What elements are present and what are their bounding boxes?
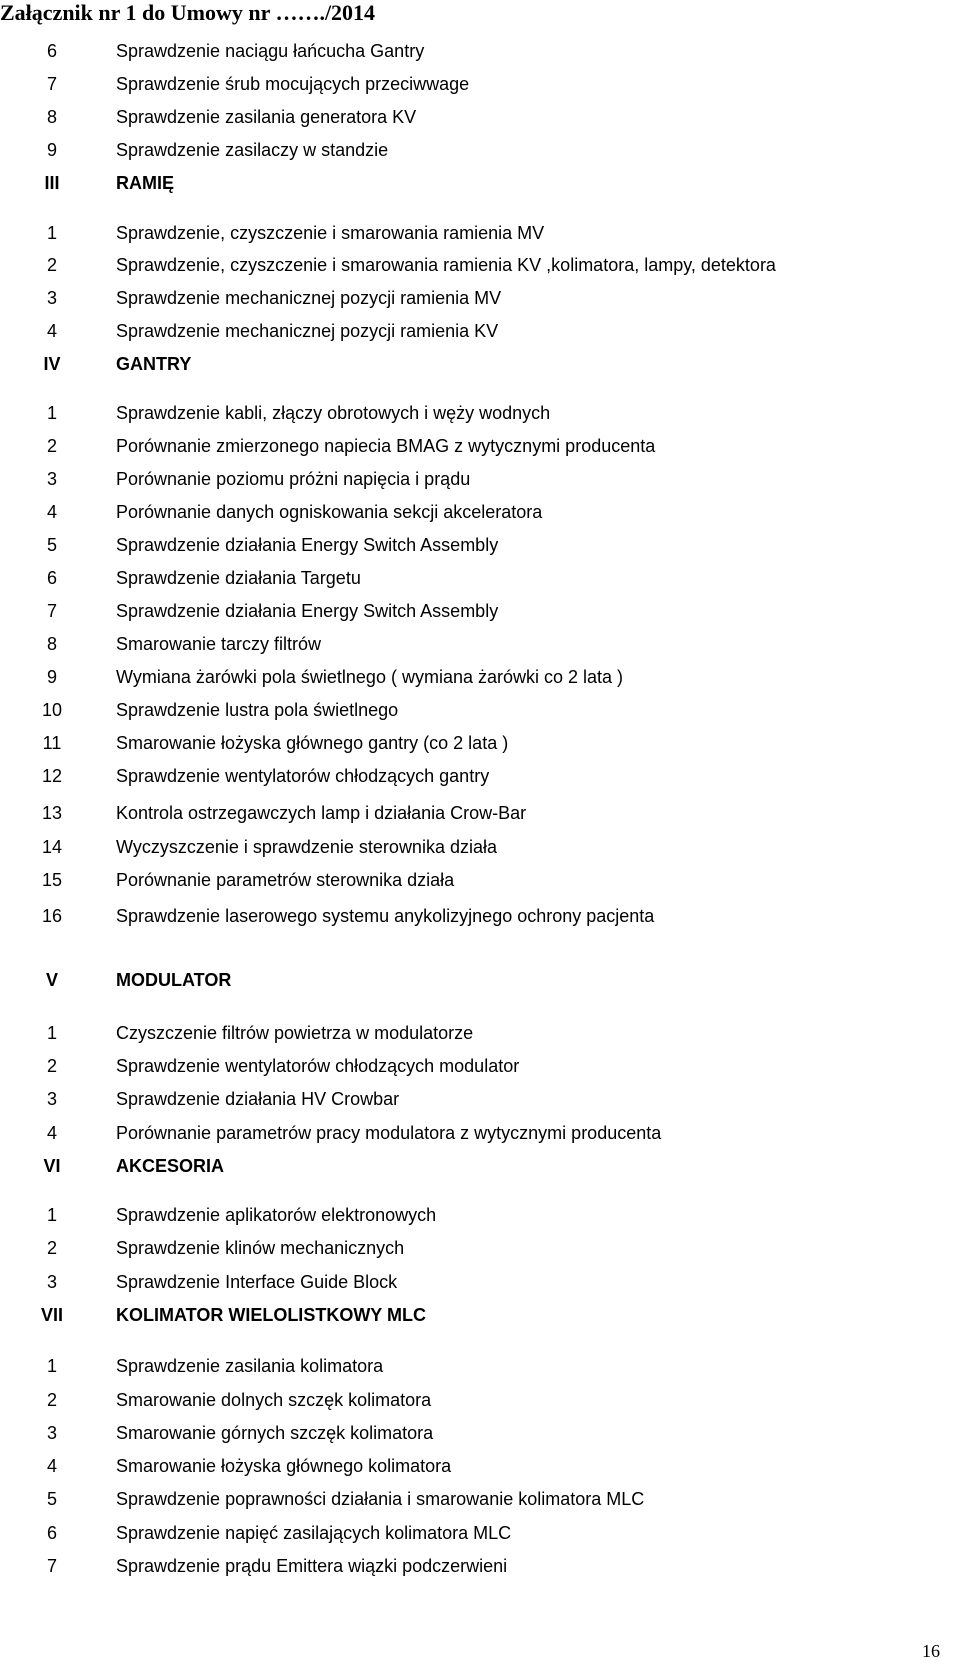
item-number: 13	[41, 803, 63, 823]
section-number: III	[44, 173, 60, 193]
item-number: 1	[46, 1023, 57, 1043]
section-title: AKCESORIA	[116, 1156, 225, 1176]
item-text: Sprawdzenie mechanicznej pozycji ramienia MV	[116, 288, 502, 308]
item-number: 1	[46, 403, 57, 423]
item-text: Wymiana żarówki pola świetlnego ( wymiana żarówki co 2 lata )	[116, 667, 624, 687]
item-text: Porównanie poziomu próżni napięcia i prądu	[116, 469, 471, 489]
checklist-item	[0, 496, 940, 528]
checklist-item	[0, 1050, 940, 1082]
item-number: 7	[46, 74, 57, 94]
section-title: KOLIMATOR WIELOLISTKOWY MLC	[116, 1305, 426, 1325]
item-number: 8	[46, 634, 57, 654]
item-text: Smarowanie górnych szczęk kolimatora	[116, 1423, 434, 1443]
item-text: Sprawdzenie zasilaczy w standzie	[116, 140, 389, 160]
checklist-item	[0, 562, 940, 594]
item-number: 1	[46, 1205, 57, 1225]
checklist-item	[0, 1450, 940, 1482]
item-number: 2	[46, 1390, 57, 1410]
checklist-item	[0, 1517, 940, 1549]
checklist-item	[0, 1117, 940, 1149]
item-text: Sprawdzenie zasilania kolimatora	[116, 1356, 384, 1376]
checklist-item	[0, 760, 940, 792]
checklist-item	[0, 595, 940, 627]
item-number: 4	[46, 1123, 57, 1143]
item-number: 2	[46, 1238, 57, 1258]
checklist-item	[0, 628, 940, 660]
checklist-item	[0, 68, 940, 100]
item-number: 1	[46, 223, 57, 243]
checklist-item	[0, 864, 940, 896]
item-text: Sprawdzenie zasilania generatora KV	[116, 107, 417, 127]
item-number: 1	[46, 1356, 57, 1376]
item-text: Sprawdzenie naciągu łańcucha Gantry	[116, 41, 425, 61]
item-text: Sprawdzenie, czyszczenie i smarowania ramienia KV ,kolimatora, lampy, detektora	[116, 255, 776, 275]
checklist-item	[0, 831, 940, 863]
item-number: 3	[46, 1423, 57, 1443]
item-text: Sprawdzenie śrub mocujących przeciwwage	[116, 74, 470, 94]
checklist-item	[0, 134, 940, 166]
item-number: 12	[41, 766, 63, 786]
item-number: 5	[46, 535, 57, 555]
checklist-item	[0, 217, 940, 249]
checklist-item	[0, 430, 940, 462]
item-text: Sprawdzenie, czyszczenie i smarowania ramienia MV	[116, 223, 545, 243]
item-number: 14	[41, 837, 63, 857]
checklist-item	[0, 694, 940, 726]
item-text: Sprawdzenie Interface Guide Block	[116, 1272, 398, 1292]
item-number: 2	[46, 1056, 57, 1076]
item-text: Porównanie parametrów pracy modulatora z wytycznymi producenta	[116, 1123, 662, 1143]
item-number: 4	[46, 502, 57, 522]
item-text: Sprawdzenie wentylatorów chłodzących gantry	[116, 766, 490, 786]
section-number: VI	[43, 1156, 61, 1176]
checklist-item	[0, 35, 940, 67]
item-text: Sprawdzenie działania HV Crowbar	[116, 1089, 400, 1109]
item-text: Sprawdzenie działania Targetu	[116, 568, 361, 588]
section-number: VII	[40, 1305, 63, 1325]
item-number: 7	[46, 1556, 57, 1576]
item-text: Sprawdzenie działania Energy Switch Assembly	[116, 535, 499, 555]
checklist-item	[0, 661, 940, 693]
item-text: Sprawdzenie klinów mechanicznych	[116, 1238, 405, 1258]
item-text: Smarowanie łożyska głównego kolimatora	[116, 1456, 452, 1476]
item-text: Sprawdzenie kabli, złączy obrotowych i węży wodnych	[116, 403, 551, 423]
checklist-item	[0, 1266, 940, 1298]
section-heading	[0, 1150, 940, 1182]
item-number: 6	[46, 568, 57, 588]
item-number: 5	[46, 1489, 57, 1509]
item-text: Sprawdzenie poprawności działania i smarowanie kolimatora MLC	[116, 1489, 645, 1509]
section-heading	[0, 1299, 940, 1331]
item-text: Wyczyszczenie i sprawdzenie sterownika działa	[116, 837, 497, 857]
section-title: MODULATOR	[116, 970, 232, 990]
checklist-item	[0, 1083, 940, 1115]
checklist-item	[0, 1550, 940, 1582]
item-number: 4	[46, 1456, 57, 1476]
checklist-item	[0, 1483, 940, 1515]
checklist-item	[0, 101, 940, 133]
checklist-item	[0, 1417, 940, 1449]
item-number: 11	[42, 733, 62, 753]
checklist-item	[0, 397, 940, 429]
item-number: 9	[46, 667, 57, 687]
item-number: 8	[46, 107, 57, 127]
item-text: Sprawdzenie laserowego systemu anykolizyjnego ochrony pacjenta	[116, 906, 655, 926]
item-number: 3	[46, 1272, 57, 1292]
item-text: Sprawdzenie działania Energy Switch Assembly	[116, 601, 499, 621]
item-text: Czyszczenie filtrów powietrza w modulatorze	[116, 1023, 474, 1043]
section-number: V	[45, 970, 58, 990]
item-text: Sprawdzenie lustra pola świetlnego	[116, 700, 399, 720]
item-number: 16	[41, 906, 63, 926]
item-text: Porównanie parametrów sterownika działa	[116, 870, 455, 890]
item-number: 7	[46, 601, 57, 621]
item-text: Porównanie danych ogniskowania sekcji akceleratora	[116, 502, 543, 522]
checklist-item	[0, 315, 940, 347]
item-text: Sprawdzenie wentylatorów chłodzących modulator	[116, 1056, 520, 1076]
item-number: 3	[46, 288, 57, 308]
item-number: 3	[46, 469, 57, 489]
item-number: 2	[46, 436, 57, 456]
item-text: Smarowanie tarczy filtrów	[116, 634, 322, 654]
item-number: 3	[46, 1089, 57, 1109]
section-heading	[0, 167, 940, 199]
item-text: Sprawdzenie napięć zasilających kolimatora MLC	[116, 1523, 512, 1543]
section-heading	[0, 964, 940, 996]
item-text: Sprawdzenie aplikatorów elektronowych	[116, 1205, 437, 1225]
item-number: 4	[46, 321, 57, 341]
item-number: 15	[41, 870, 63, 890]
document-header: Załącznik nr 1 do Umowy nr ……./2014	[0, 0, 376, 25]
page-number: 16	[922, 1641, 940, 1661]
checklist-item	[0, 1232, 940, 1264]
checklist-item	[0, 463, 940, 495]
item-number: 10	[41, 700, 63, 720]
item-number: 2	[46, 255, 57, 275]
section-number: IV	[43, 354, 61, 374]
checklist-item	[0, 1350, 940, 1382]
item-text: Porównanie zmierzonego napiecia BMAG z wytycznymi producenta	[116, 436, 656, 456]
item-text: Sprawdzenie prądu Emittera wiązki podczerwieni	[116, 1556, 508, 1576]
checklist-item	[0, 797, 940, 829]
checklist-item	[0, 249, 940, 281]
section-title: RAMIĘ	[116, 173, 174, 193]
section-heading	[0, 348, 940, 380]
item-text: Sprawdzenie mechanicznej pozycji ramienia KV	[116, 321, 499, 341]
item-text: Smarowanie dolnych szczęk kolimatora	[116, 1390, 432, 1410]
checklist-item	[0, 900, 940, 932]
item-number: 6	[46, 41, 57, 61]
checklist-item	[0, 529, 940, 561]
checklist-item	[0, 282, 940, 314]
item-text: Kontrola ostrzegawczych lamp i działania Crow-Bar	[116, 803, 527, 823]
item-number: 9	[46, 140, 57, 160]
checklist-item	[0, 1017, 940, 1049]
section-title: GANTRY	[116, 354, 192, 374]
item-text: Smarowanie łożyska głównego gantry (co 2 lata )	[116, 733, 509, 753]
checklist-item	[0, 1384, 940, 1416]
item-number: 6	[46, 1523, 57, 1543]
checklist-item	[0, 727, 940, 759]
checklist-item	[0, 1199, 940, 1231]
